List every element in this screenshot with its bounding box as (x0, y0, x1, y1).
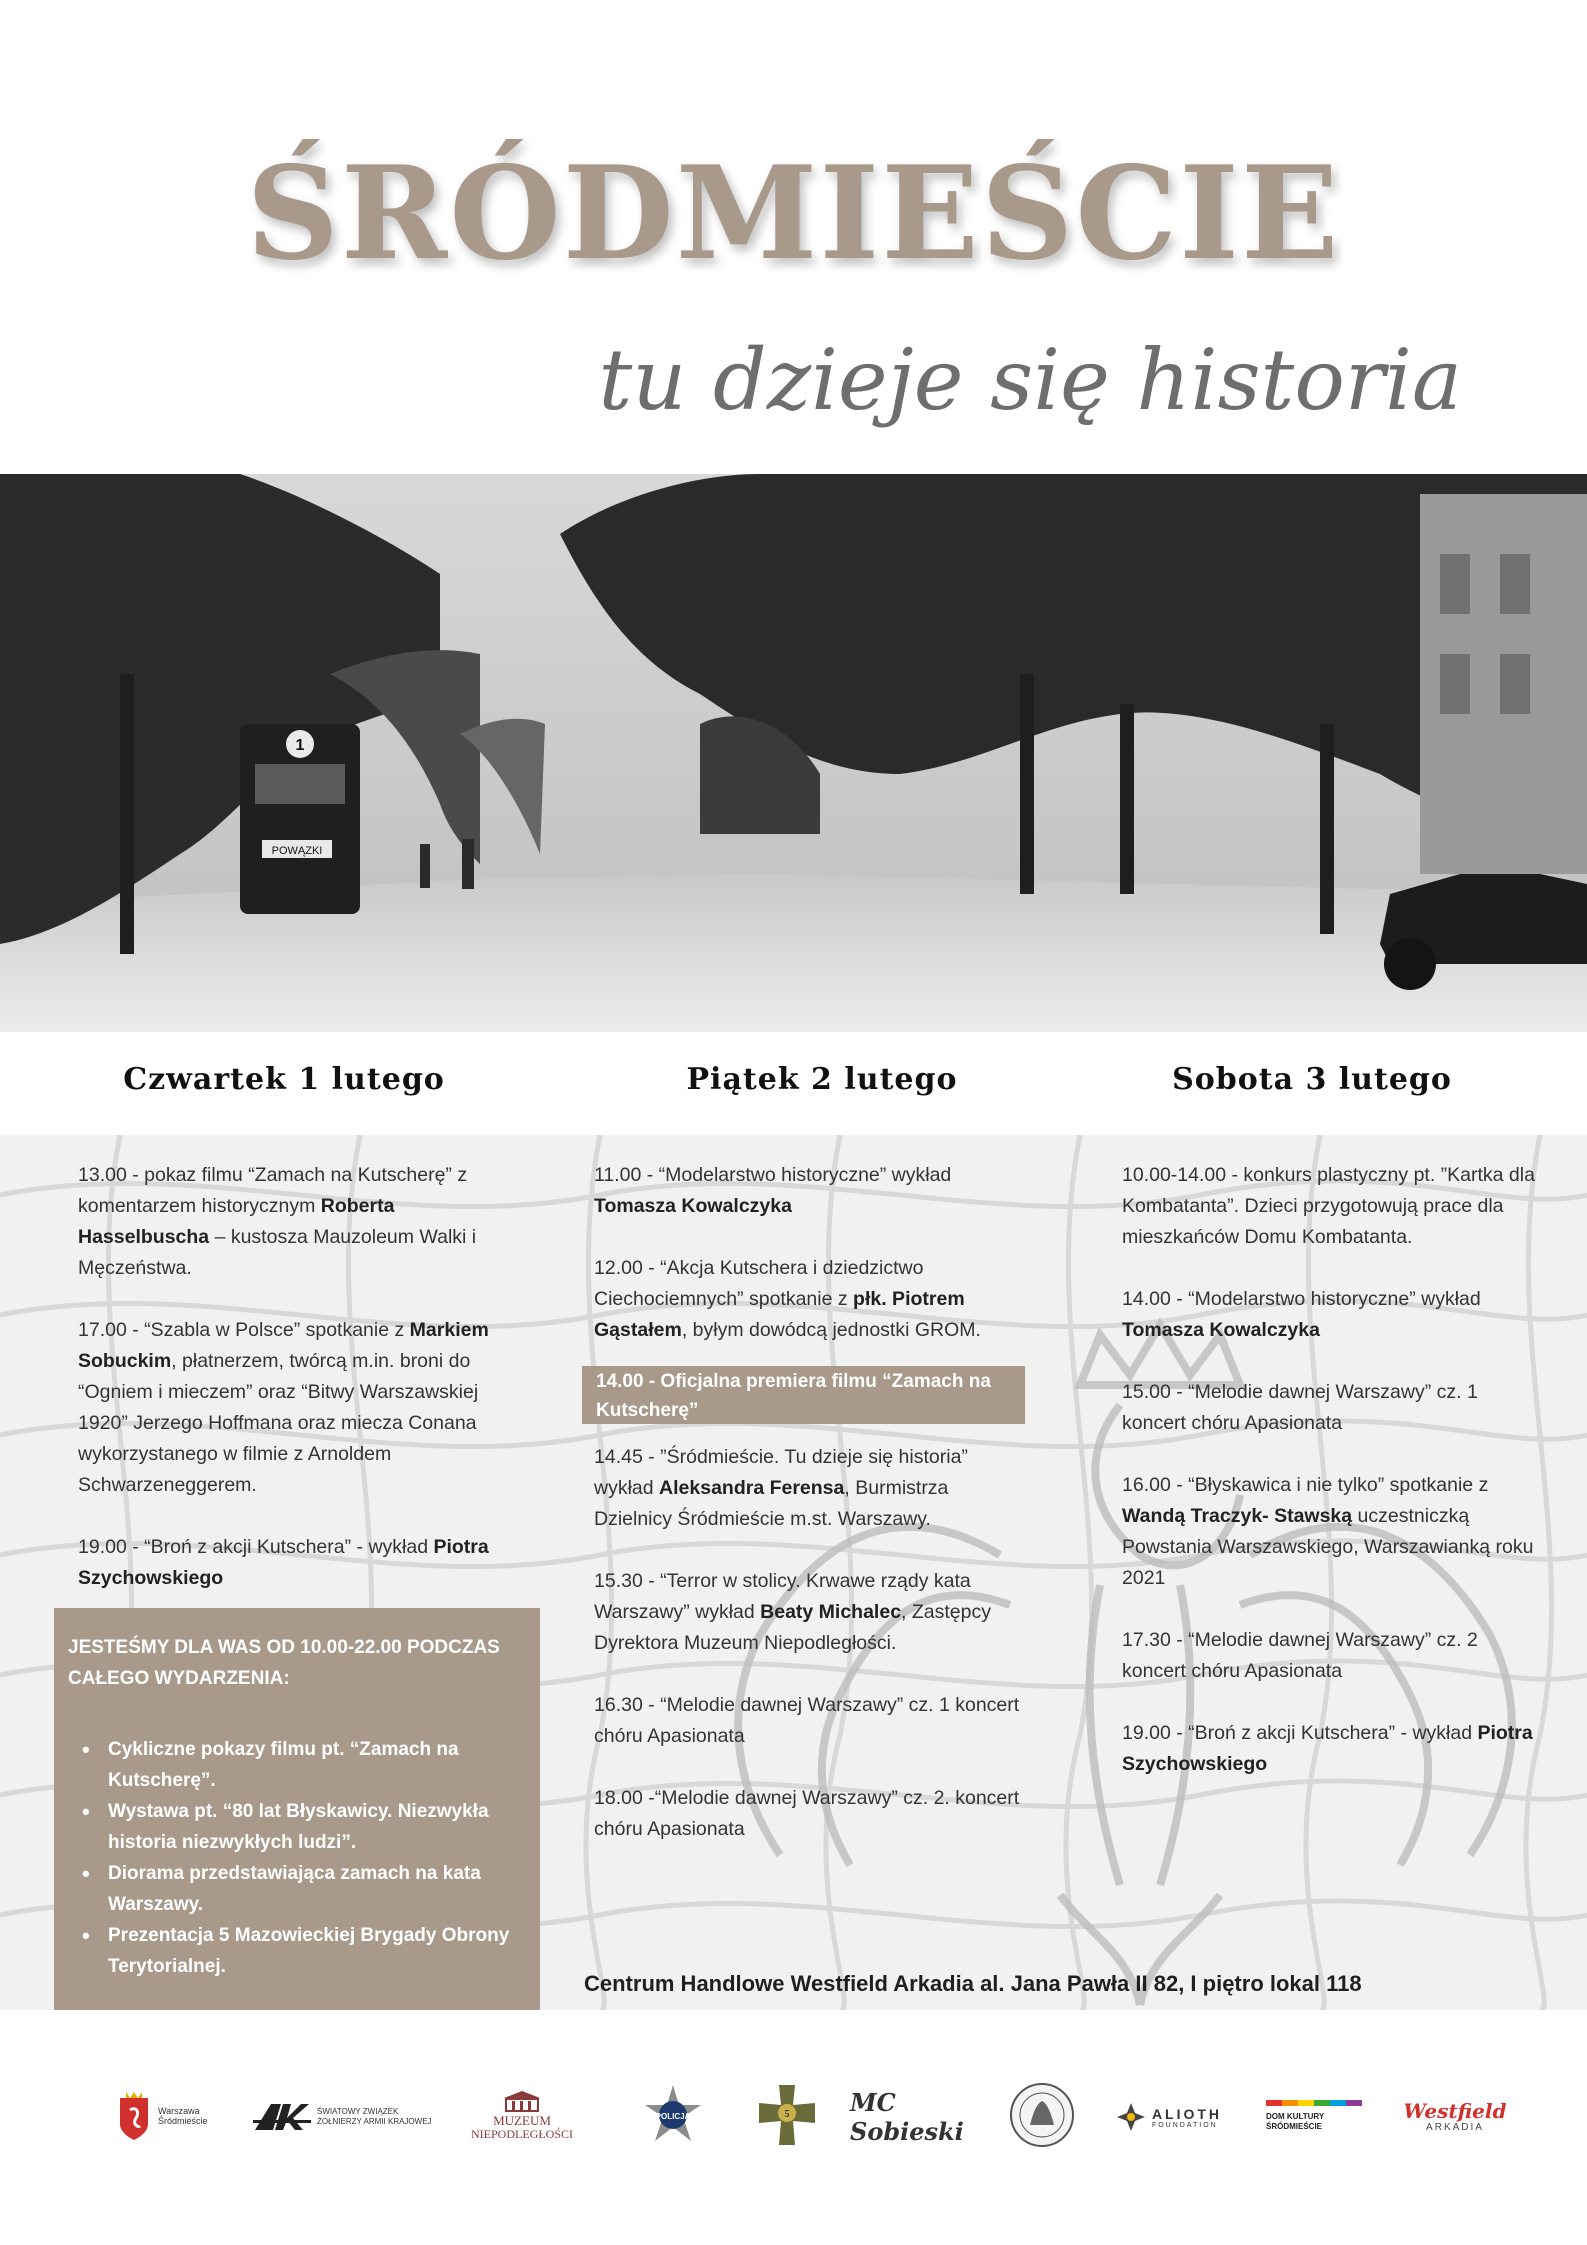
logo-muzeum-line1: MUZEUM (493, 2112, 551, 2128)
logo-dom-kultury (1266, 2088, 1376, 2144)
day-heading-friday: Piątek 2 lutego (686, 1062, 958, 1097)
info-box (54, 1608, 540, 2010)
ak-anchor-icon (253, 2102, 311, 2132)
logo-alioth-foundation (1104, 2092, 1234, 2142)
alioth-star-icon (1116, 2102, 1146, 2132)
logo-dom-kultury-text: DOM KULTURY ŚRÓDMIEŚCIE (1266, 2112, 1325, 2131)
premiere-highlight: 14.00 - Oficjalna premiera filmu “Zamach na Kutscherę” (582, 1366, 1025, 1424)
event-item: 16.30 - “Melodie dawnej Warszawy” cz. 1 koncert chóru Apasionata (594, 1694, 1020, 1747)
logo-alioth-sub: FOUNDATION (1151, 2121, 1218, 2129)
sponsor-strip (0, 2070, 1587, 2190)
logo-warszawa-srodmiescie (112, 2086, 222, 2146)
logo-round-emblem (1006, 2076, 1078, 2154)
info-box-item: • Diorama przedstawiająca zamach na kata Warszawy. (68, 1858, 526, 1920)
historic-street-photo (0, 474, 1587, 1032)
venue-address: Centrum Handlowe Westfield Arkadia al. Jana Pawła II 82, I piętro lokal 118 (584, 1971, 1362, 1996)
logo-muzeum-line2: NIEPODLEGŁOŚCI (471, 2126, 573, 2141)
round-emblem-icon (1008, 2079, 1076, 2151)
poster-title: ŚRÓDMIEŚCIE (246, 139, 1341, 289)
column-thursday (78, 1160, 518, 1625)
logo-policja-text: POLICJA (655, 2112, 691, 2121)
event-item: 13.00 - pokaz filmu “Zamach na Kutscherę” z komentarzem historycznym Roberta Hasselbuscha – kustosza Mauzoleum Walki i Męczeństwa. (78, 1164, 477, 1279)
logo-swzak (250, 2092, 440, 2142)
logo-warszawa-text: Warszawa Śródmieście (158, 2106, 208, 2126)
police-star-icon (641, 2083, 705, 2147)
logo-sobieski-text: MC Sobieski (850, 2088, 964, 2146)
warszawa-crest-icon (116, 2090, 152, 2142)
info-box-list (68, 1734, 526, 1982)
museum-building-icon (502, 2090, 542, 2114)
info-box-item: • Wystawa pt. “80 lat Błyskawicy. Niezwykła historia niezwykłych ludzi”. (68, 1796, 526, 1858)
event-item: 19.00 - “Broń z akcji Kutschera” - wykład Piotra Szychowskiego (1122, 1722, 1533, 1775)
svg-text:5: 5 (784, 2109, 790, 2120)
logo-arkadia-text: ARKADIA (1426, 2121, 1484, 2133)
column-saturday (1122, 1160, 1542, 1811)
logo-westfield-text: Westfield (1403, 2098, 1507, 2123)
event-item: 14.00 - “Modelarstwo historyczne” wykład Tomasza Kowalczyka (1122, 1288, 1481, 1341)
info-box-title: JESTEŚMY DLA WAS OD 10.00-22.00 PODCZAS CAŁEGO WYDARZENIA: (68, 1637, 500, 1689)
tram-number: 1 (295, 737, 305, 754)
info-box-item: • Cykliczne pokazy filmu pt. “Zamach na Kutscherę”. (68, 1734, 526, 1796)
logo-swzak-text: ŚWIATOWY ZWIĄZEK ŻOŁNIERZY ARMII KRAJOWEJ (317, 2107, 432, 2126)
poster-subtitle: tu dzieje się historia (598, 331, 1462, 429)
event-item: 12.00 - “Akcja Kutschera i dziedzictwo Ciechociemnych” spotkanie z płk. Piotrem Gąstałem, byłym dowódcą jednostki GROM. (594, 1257, 981, 1341)
event-item: 17.30 - “Melodie dawnej Warszawy” cz. 2 koncert chóru Apasionata (1122, 1629, 1478, 1682)
event-item: 16.00 - “Błyskawica i nie tylko” spotkanie z Wandą Traczyk- Stawską uczestniczką Powstania Warszawskiego, Warszawianką roku 2021 (1122, 1474, 1534, 1589)
logo-alioth-name: ALIOTH (1151, 2105, 1223, 2122)
military-cross-icon (757, 2083, 817, 2147)
logo-westfield-arkadia (1400, 2090, 1510, 2142)
event-item: 17.00 - “Szabla w Polsce” spotkanie z Markiem Sobuckim, płatnerzem, twórcą m.in. broni do “Ogniem i mieczem” oraz “Bitwy Warszawskiej 1920” Jerzego Hoffmana oraz miecza Conana wykorzystanego w filmie z Arnoldem Schwarzeneggerem. (78, 1319, 489, 1496)
event-item: 14.45 - ”Śródmieście. Tu dzieje się historia” wykład Aleksandra Ferensa, Burmistrza Dzielnicy Śródmieście m.st. Warszawy. (594, 1446, 968, 1530)
event-item: 15.30 - “Terror w stolicy. Krwawe rządy kata Warszawy” wykład Beaty Michalec, Zastępcy Dyrektora Muzeum Niepodległości. (594, 1570, 991, 1654)
event-item: 19.00 - “Broń z akcji Kutschera” - wykład Piotra Szychowskiego (78, 1536, 489, 1589)
day-heading-saturday: Sobota 3 lutego (1172, 1062, 1452, 1097)
color-stripe-icon (1266, 2100, 1362, 2106)
event-item: 10.00-14.00 - konkurs plastyczny pt. ”Kartka dla Kombatanta”. Dzieci przygotowują prace dla mieszkańców Domu Kombatanta. (1122, 1164, 1535, 1248)
event-item: 18.00 -“Melodie dawnej Warszawy” cz. 2. koncert chóru Apasionata (594, 1787, 1020, 1840)
street-scene-illustration (0, 474, 1587, 1032)
logo-mc-sobieski (850, 2088, 990, 2146)
event-item: 11.00 - “Modelarstwo historyczne” wykład Tomasza Kowalczyka (594, 1164, 952, 1217)
logo-muzeum-niepodleglosci (462, 2084, 582, 2146)
tram-sign: POWĄZKI (271, 845, 323, 857)
day-heading-thursday: Czwartek 1 lutego (123, 1062, 445, 1097)
logo-policja (638, 2080, 708, 2150)
info-box-item: • Prezentacja 5 Mazowieckiej Brygady Obrony Terytorialnej. (68, 1920, 526, 1982)
logo-brigade-cross (752, 2080, 822, 2150)
column-friday (594, 1160, 1024, 1876)
event-item: 15.00 - “Melodie dawnej Warszawy” cz. 1 koncert chóru Apasionata (1122, 1381, 1478, 1434)
